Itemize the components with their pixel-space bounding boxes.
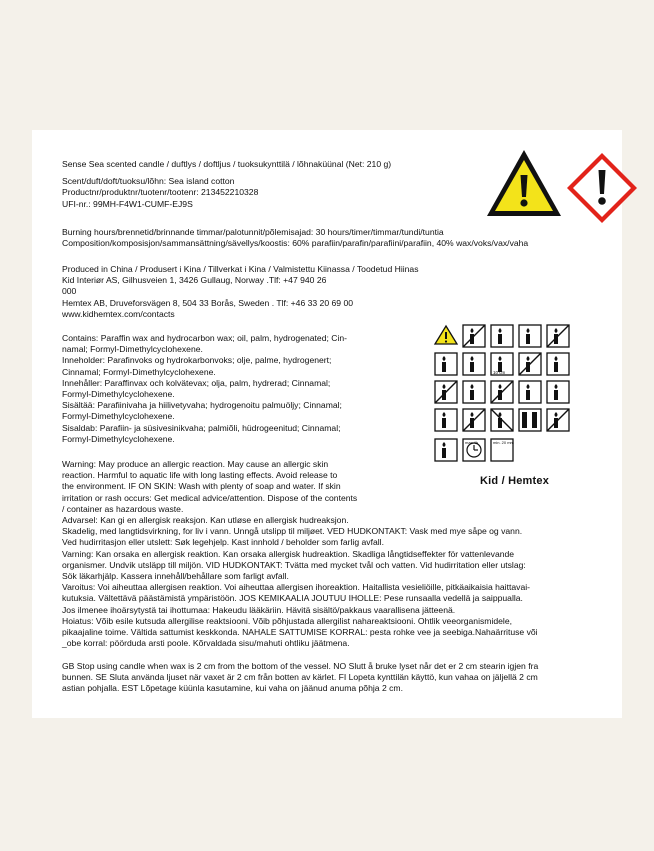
contains-line: Formyl-Dimethylcyclohexene.: [62, 389, 175, 400]
label-10cm: 10 cm: [493, 370, 506, 375]
stop-block: [62, 661, 538, 695]
warning-line: irritation or rash occurs: Get medical advice/attention. Dispose of the contents: [62, 492, 358, 503]
ufi-number: UFI-nr.: 99MH-F4W1-CUMF-EJ9S: [62, 198, 193, 209]
contains-line: Inneholder: Parafinvoks og hydrokarbonvoks; olje, palme, hydrogenert;: [62, 355, 332, 366]
kid-phone-suffix: 000: [62, 286, 77, 297]
warning-line: Varning: Kan orsaka en allergisk reaktion. Kan orsaka allergisk hudreaktion. Skadliga långtidseffekter för vattenlevande: [62, 548, 515, 559]
produced-block: [62, 264, 419, 320]
origin-line: Produced in China / Produsert i Kina / Tillverkat i Kina / Valmistettu Kiinassa / Toodetud Hiinas: [62, 264, 419, 274]
hemtex-address: Hemtex AB, Druveforsvägen 8, 504 33 Borås, Sweden . Tlf: +46 33 20 69 00: [62, 297, 354, 308]
contains-line: Sisältää: Parafiinivaha ja hiilivetyvaha; hydrogenoitu palmuöljy; Cinnamal;: [62, 400, 342, 411]
product-title: Sense Sea scented candle / duftlys / doftljus / tuoksukynttilä / lõhnaküünal (Net: 210 g): [62, 159, 392, 169]
warning-line: kutuksia. Vältettävä päästämistä ympäristöön. JOS KEMIKAALIA JOUTUU IHOLLE: Pese runsaalla vedellä ja saippualla.: [62, 593, 523, 604]
warnings-block: [62, 459, 538, 649]
label-min-20mm: min. 20 mm: [493, 440, 514, 445]
stop-line: GB Stop using candle when wax is 2 cm from the bottom of the vessel. NO Slutt å bruke lyset når det er 2 cm stearin igjen fra: [62, 661, 539, 671]
product-label: [32, 130, 622, 718]
website: www.kidhemtex.com/contacts: [62, 308, 175, 319]
contains-line: Sisaldab: Parafiin- ja süsivesinikvaha; palmiõli, hüdrogeenitud; Cinnamal;: [62, 422, 341, 433]
warning-line: the environment. IF ON SKIN: Wash with plenty of soap and water. If skin: [62, 481, 341, 492]
contains-line: Formyl-Dimethylcyclohexene.: [62, 433, 175, 444]
exclamation-warning-triangle-icon: [484, 147, 564, 219]
warning-line: Hoiatus: Võib esile kutsuda allergilise reaktsiooni. Võib põhjustada allergilist nahareaktsiooni. Ohtlik veeorganismidele,: [62, 615, 512, 626]
warning-line: Ved hudirritasjon eller utslett: Søk legehjelp. Kast innhold / beholder som farlig avfall.: [62, 537, 384, 548]
contains-line: Innehåller: Paraffinvax och kolvätevax; olja, palm, hydrerad; Cinnamal;: [62, 377, 331, 388]
warning-line: Jos ilmenee ihoärsytystä tai ihottumaa: Hakeudu lääkäriin. Hävitä sisältö/pakkaus vaarallisena jätteenä.: [62, 604, 456, 615]
ghs-exclamation-diamond-icon: [564, 150, 640, 226]
contains-block: [62, 333, 347, 445]
warning-line: reaction. Harmful to aquatic life with long lasting effects. Avoid release to: [62, 470, 338, 481]
scent-line: Scent/duft/doft/tuoksu/lõhn: Sea island cotton: [62, 176, 235, 187]
warning-line: Warning: May produce an allergic reaction. May cause an allergic skin: [62, 459, 329, 469]
brand-name: Kid / Hemtex: [480, 475, 550, 487]
stop-line: astian pohjalla. EST Lõpetage küünla kasutamine, kui vaha on jäänud anuma põhja 2 cm.: [62, 683, 403, 694]
contains-line: Cinnamal; Formyl-Dimethylcyclohexene.: [62, 366, 216, 377]
composition: Composition/komposisjon/sammansättning/sävellys/koostis: 60% parafiin/parafin/parafiini/parafiin, 40% wax/voks/vax/vaha: [62, 238, 529, 249]
header-block: [62, 159, 391, 210]
warning-line: Advarsel: Kan gi en allergisk reaksjon. Kan utløse en allergisk hudreaksjon.: [62, 515, 349, 526]
contains-line: Contains: Paraffin wax and hydrocarbon wax; oil, palm, hydrogenated; Cin-: [62, 333, 348, 343]
candle-safety-pictograms-icon: [432, 322, 582, 470]
warning-line: Skadelig, med langtidsvirkning, for liv i vann. Unngå utslipp til miljøet. VED HUDKONTAKT: Vask med mye såpe og vann.: [62, 526, 523, 537]
warning-line: pikaajaline toime. Vältida sattumist keskkonda. NAHALE SATTUMISE KORRAL: pesta rohke vee ja seebiga.Nahaärrituse või: [62, 627, 538, 638]
stop-line: bunnen. SE Sluta använda ljuset när vaxet är 2 cm från botten av kärlet. FI Lopeta kynttilän käyttö, kun vahaa on jäljellä 2 cm: [62, 672, 538, 683]
warning-line: Varoitus: Voi aiheuttaa allergisen reaktion. Voi aiheuttaa allergisen ihoreaktion. Haitallista vesieliöille, pitkäaikaisia haittavai-: [62, 582, 530, 593]
label-max-4h: max 4h: [465, 440, 479, 445]
burning-block: [62, 227, 528, 249]
warning-line: _obe korral: pöörduda arsti poole. Kõrvaldada sisu/mahuti ohtliku jäätmena.: [62, 638, 350, 649]
burning-hours: Burning hours/brennetid/brinnande timmar/palotunnit/põlemisajad: 30 hours/timer/timmar/tundi/tuntia: [62, 227, 444, 237]
warning-line: / container as hazardous waste.: [62, 503, 184, 514]
contains-line: Formyl-Dimethylcyclohexene.: [62, 411, 175, 422]
contains-line: namal; Formyl-Dimethylcyclohexene.: [62, 344, 203, 355]
warning-line: Sök läkarhjälp. Kassera innehåll/behållare som farligt avfall.: [62, 571, 289, 582]
kid-address: Kid Interiør AS, Gilhusveien 1, 3426 Gullaug, Norway .Tlf: +47 940 26: [62, 275, 327, 286]
warning-line: organismer. Undvik utsläpp till miljön. VID HUDKONTAKT: Tvätta med mycket tvål och vatten. Vid hudirritation eller utslag:: [62, 559, 526, 570]
product-number: Productnr/produktnr/tuotenr/tootenr: 213452210328: [62, 187, 259, 198]
